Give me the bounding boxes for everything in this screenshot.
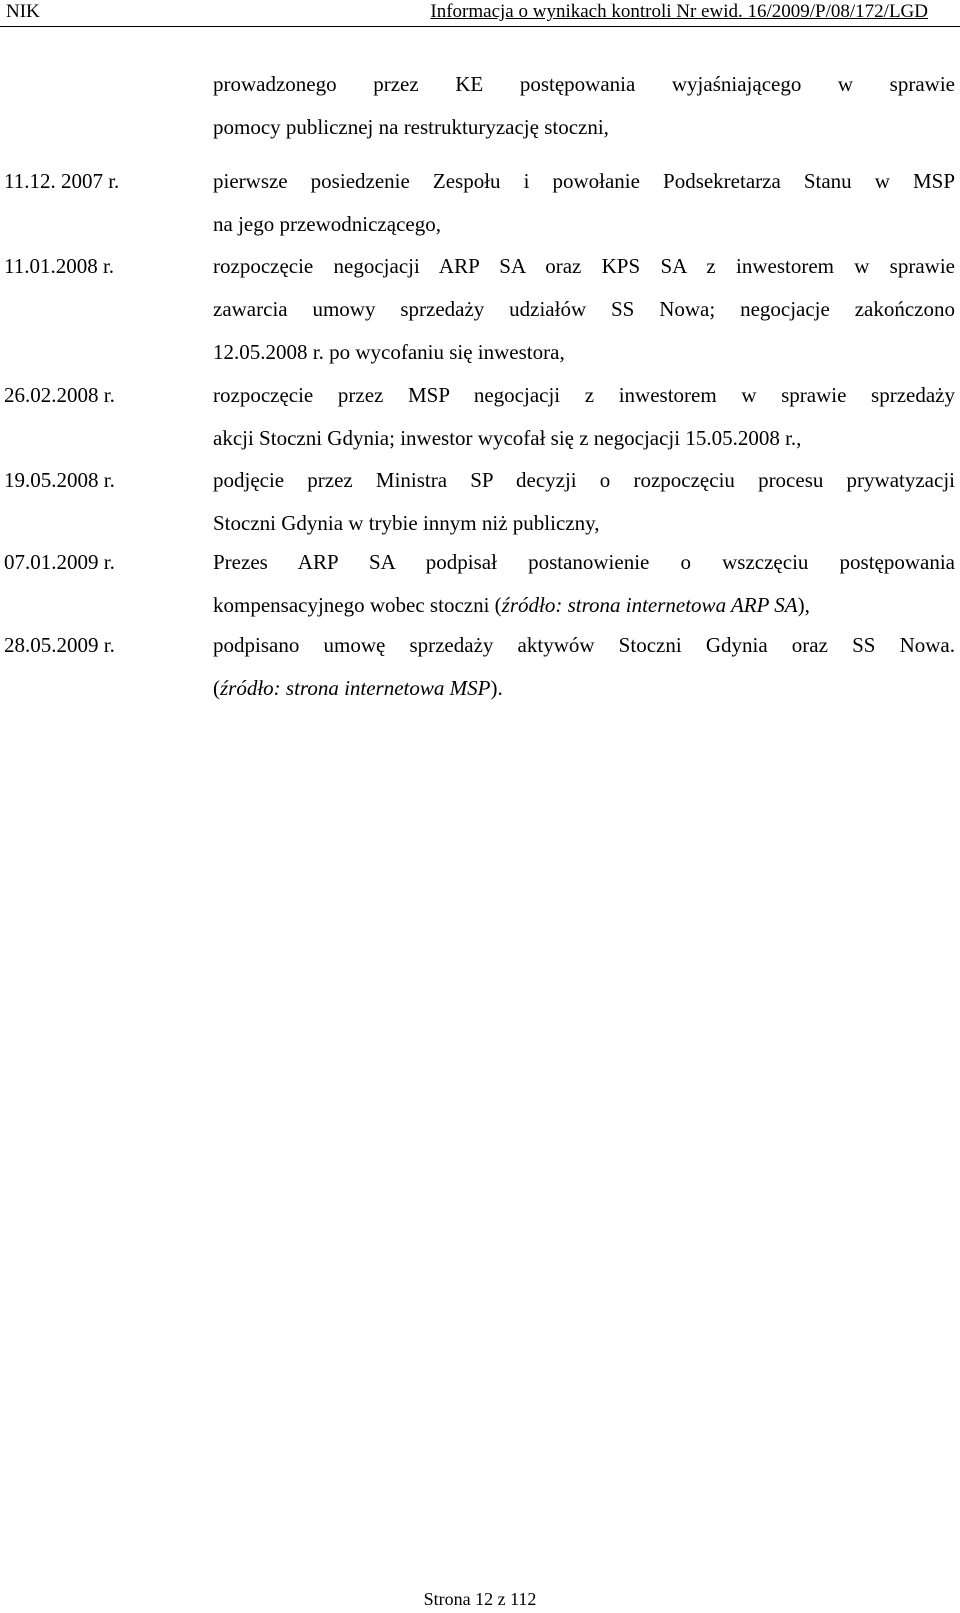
entry-line-text: (	[213, 676, 220, 700]
entry-line	[213, 584, 955, 627]
entry-date: 11.12. 2007 r.	[4, 169, 120, 193]
entry-line-text: kompensacyjnego wobec stoczni (	[213, 593, 502, 617]
entry-text	[213, 160, 955, 246]
entry-line: Stoczni Gdynia w trybie innym niż publiczny,	[213, 511, 600, 535]
entry-text	[213, 63, 955, 149]
entry-date: 19.05.2008 r.	[4, 468, 115, 492]
page-number: Strona 12 z 112	[423, 1589, 537, 1609]
entry-text	[213, 374, 955, 460]
entry-date: 26.02.2008 r.	[4, 383, 115, 407]
entry-line: podjęcie przez Ministra SP decyzji o rozpoczęciu procesu prywatyzacji	[213, 468, 955, 492]
entry-line: na jego przewodniczącego,	[213, 212, 441, 236]
header-org: NIK	[6, 1, 40, 22]
entry-text	[213, 624, 955, 710]
entry-line: pierwsze posiedzenie Zespołu i powołanie Podsekretarza Stanu w MSP	[213, 169, 955, 193]
source-citation: źródło: strona internetowa MSP	[220, 676, 491, 700]
page-header	[0, 0, 960, 24]
entry-text	[213, 541, 955, 627]
entry-line: Prezes ARP SA podpisał postanowienie o wszczęciu postępowania	[213, 550, 955, 574]
entry-line: rozpoczęcie negocjacji ARP SA oraz KPS SA z inwestorem w sprawie	[213, 254, 955, 278]
entry-text	[213, 245, 955, 374]
entry-line: rozpoczęcie przez MSP negocjacji z inwestorem w sprawie sprzedaży	[213, 383, 955, 407]
entry-line: akcji Stoczni Gdynia; inwestor wycofał się z negocjacji 15.05.2008 r.,	[213, 426, 802, 450]
entry-line-text: ),	[797, 593, 810, 617]
entry-date: 07.01.2009 r.	[4, 550, 115, 574]
entry-date: 11.01.2008 r.	[4, 254, 115, 278]
source-citation: źródło: strona internetowa ARP SA	[501, 593, 798, 617]
entry-line	[213, 667, 955, 710]
entry-line: 12.05.2008 r. po wycofaniu się inwestora,	[213, 340, 565, 364]
entry-text	[213, 459, 955, 545]
header-report-id: Informacja o wynikach kontroli Nr ewid. 16/2009/P/08/172/LGD	[430, 1, 928, 22]
entry-line: podpisano umowę sprzedaży aktywów Stoczni Gdynia oraz SS Nowa.	[213, 633, 955, 657]
header-rule	[0, 26, 960, 27]
entry-line: pomocy publicznej na restrukturyzację stoczni,	[213, 115, 609, 139]
entry-line: zawarcia umowy sprzedaży udziałów SS Nowa; negocjacje zakończono	[213, 297, 955, 321]
entry-date: 28.05.2009 r.	[4, 633, 115, 657]
entry-line: prowadzonego przez KE postępowania wyjaśniającego w sprawie	[213, 72, 955, 96]
entry-line-text: ).	[490, 676, 503, 700]
